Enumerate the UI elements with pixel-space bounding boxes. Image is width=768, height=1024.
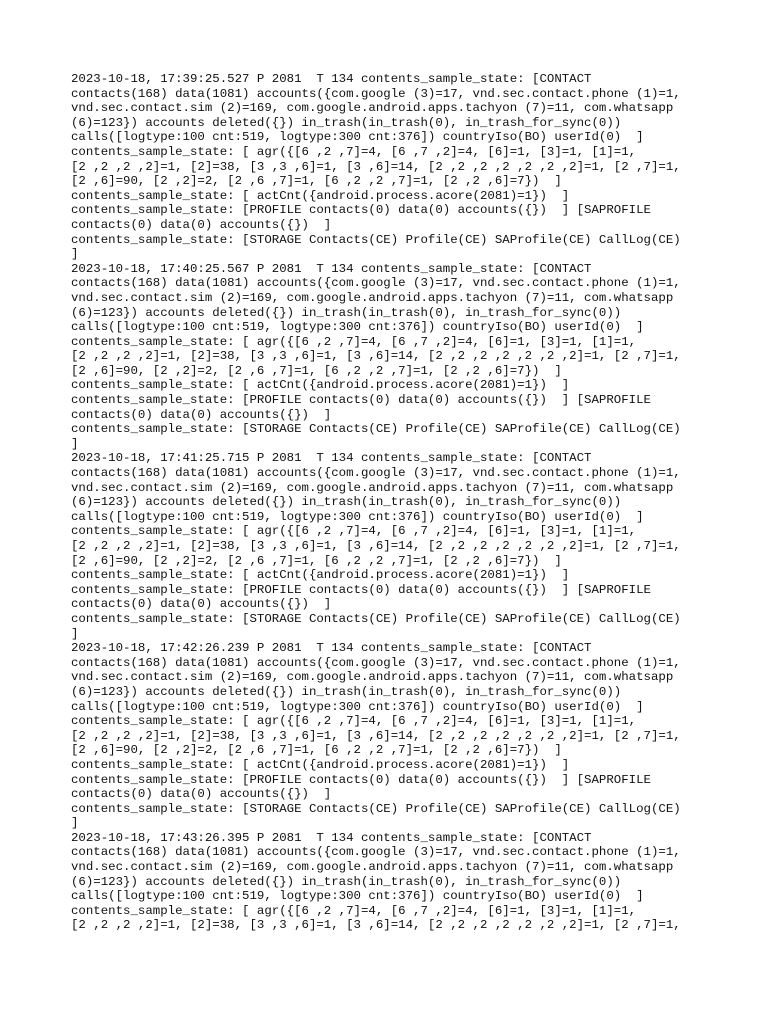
log-line: contents_sample_state: [ agr({[6 ,2 ,7]=4, [6 ,7 ,2]=4, [6]=1, [3]=1, [1]=1, [71, 334, 637, 349]
log-line: contacts(0) data(0) accounts({}) ] [71, 407, 332, 422]
log-line: contacts(168) data(1081) accounts({com.google (3)=17, vnd.sec.contact.phone (1)=1, [71, 655, 681, 670]
log-line: [2 ,2 ,2 ,2]=1, [2]=38, [3 ,3 ,6]=1, [3 ,6]=14, [2 ,2 ,2 ,2 ,2 ,2 ,2]=1, [2 ,7]=1, [71, 918, 681, 933]
log-line: contents_sample_state: [STORAGE Contacts(CE) Profile(CE) SAProfile(CE) CallLog(CE) [71, 611, 681, 626]
log-line: contents_sample_state: [PROFILE contacts(0) data(0) accounts({}) ] [SAPROFILE [71, 772, 651, 787]
log-line: contents_sample_state: [STORAGE Contacts(CE) Profile(CE) SAProfile(CE) CallLog(CE) [71, 801, 681, 816]
log-line: contacts(168) data(1081) accounts({com.google (3)=17, vnd.sec.contact.phone (1)=1, [71, 276, 681, 291]
log-line: ] [71, 816, 79, 831]
log-line: contacts(0) data(0) accounts({}) ] [71, 787, 332, 802]
log-line: vnd.sec.contact.sim (2)=169, com.google.android.apps.tachyon (7)=11, com.whatsapp [71, 670, 674, 685]
log-line: contacts(0) data(0) accounts({}) ] [71, 217, 332, 232]
log-line: vnd.sec.contact.sim (2)=169, com.google.android.apps.tachyon (7)=11, com.whatsapp [71, 290, 674, 305]
log-line: 2023-10-18, 17:41:25.715 P 2081 T 134 contents_sample_state: [CONTACT [71, 451, 592, 466]
log-line: contents_sample_state: [ actCnt({android.process.acore(2081)=1}) ] [71, 378, 570, 393]
log-line: contents_sample_state: [ actCnt({android.process.acore(2081)=1}) ] [71, 188, 570, 203]
log-line: contents_sample_state: [ actCnt({android.process.acore(2081)=1}) ] [71, 757, 570, 772]
log-line: contents_sample_state: [PROFILE contacts(0) data(0) accounts({}) ] [SAPROFILE [71, 203, 651, 218]
log-line: [2 ,2 ,2 ,2]=1, [2]=38, [3 ,3 ,6]=1, [3 ,6]=14, [2 ,2 ,2 ,2 ,2 ,2 ,2]=1, [2 ,7]=1, [71, 728, 681, 743]
log-line: ] [71, 247, 79, 262]
log-line: vnd.sec.contact.sim (2)=169, com.google.android.apps.tachyon (7)=11, com.whatsapp [71, 101, 674, 116]
log-line: [2 ,6]=90, [2 ,2]=2, [2 ,6 ,7]=1, [6 ,2 ,2 ,7]=1, [2 ,2 ,6]=7}) ] [71, 363, 562, 378]
log-line: contents_sample_state: [ agr({[6 ,2 ,7]=4, [6 ,7 ,2]=4, [6]=1, [3]=1, [1]=1, [71, 903, 637, 918]
log-line: calls([logtype:100 cnt:519, logtype:300 cnt:376]) countryIso(BO) userId(0) ] [71, 509, 644, 524]
log-line: contents_sample_state: [ actCnt({android.process.acore(2081)=1}) ] [71, 568, 570, 583]
log-line: [2 ,6]=90, [2 ,2]=2, [2 ,6 ,7]=1, [6 ,2 ,2 ,7]=1, [2 ,2 ,6]=7}) ] [71, 553, 562, 568]
log-line: contacts(168) data(1081) accounts({com.google (3)=17, vnd.sec.contact.phone (1)=1, [71, 86, 681, 101]
log-line: contents_sample_state: [PROFILE contacts(0) data(0) accounts({}) ] [SAPROFILE [71, 582, 651, 597]
log-line: [2 ,2 ,2 ,2]=1, [2]=38, [3 ,3 ,6]=1, [3 ,6]=14, [2 ,2 ,2 ,2 ,2 ,2 ,2]=1, [2 ,7]=1, [71, 539, 681, 553]
log-line: (6)=123}) accounts deleted({}) in_trash(in_trash(0), in_trash_for_sync(0)) [71, 684, 622, 699]
log-line: ] [71, 436, 79, 451]
log-line: contents_sample_state: [STORAGE Contacts(CE) Profile(CE) SAProfile(CE) CallLog(CE) [71, 232, 681, 247]
log-line: contents_sample_state: [ agr({[6 ,2 ,7]=4, [6 ,7 ,2]=4, [6]=1, [3]=1, [1]=1, [71, 714, 637, 729]
log-line: calls([logtype:100 cnt:519, logtype:300 cnt:376]) countryIso(BO) userId(0) ] [71, 699, 644, 714]
log-line: [2 ,6]=90, [2 ,2]=2, [2 ,6 ,7]=1, [6 ,2 ,2 ,7]=1, [2 ,2 ,6]=7}) ] [71, 174, 562, 189]
log-line: calls([logtype:100 cnt:519, logtype:300 cnt:376]) countryIso(BO) userId(0) ] [71, 889, 644, 904]
log-line: (6)=123}) accounts deleted({}) in_trash(in_trash(0), in_trash_for_sync(0)) [71, 495, 622, 510]
log-line: contacts(0) data(0) accounts({}) ] [71, 597, 332, 612]
log-line: 2023-10-18, 17:40:25.567 P 2081 T 134 contents_sample_state: [CONTACT [71, 261, 592, 276]
log-line: contents_sample_state: [ agr({[6 ,2 ,7]=4, [6 ,7 ,2]=4, [6]=1, [3]=1, [1]=1, [71, 144, 637, 159]
log-line: (6)=123}) accounts deleted({}) in_trash(in_trash(0), in_trash_for_sync(0)) [71, 874, 622, 889]
log-line: contacts(168) data(1081) accounts({com.google (3)=17, vnd.sec.contact.phone (1)=1, [71, 845, 681, 860]
log-line: contents_sample_state: [STORAGE Contacts(CE) Profile(CE) SAProfile(CE) CallLog(CE) [71, 422, 681, 437]
log-line: 2023-10-18, 17:42:26.239 P 2081 T 134 contents_sample_state: [CONTACT [71, 641, 592, 656]
log-line: contents_sample_state: [ agr({[6 ,2 ,7]=4, [6 ,7 ,2]=4, [6]=1, [3]=1, [1]=1, [71, 524, 637, 539]
log-line: [2 ,2 ,2 ,2]=1, [2]=38, [3 ,3 ,6]=1, [3 ,6]=14, [2 ,2 ,2 ,2 ,2 ,2 ,2]=1, [2 ,7]=1, [71, 349, 681, 364]
log-line: vnd.sec.contact.sim (2)=169, com.google.android.apps.tachyon (7)=11, com.whatsapp [71, 480, 674, 495]
log-line: calls([logtype:100 cnt:519, logtype:300 cnt:376]) countryIso(BO) userId(0) ] [71, 320, 644, 335]
log-line: (6)=123}) accounts deleted({}) in_trash(in_trash(0), in_trash_for_sync(0)) [71, 305, 622, 320]
log-document [71, 72, 761, 933]
log-line: calls([logtype:100 cnt:519, logtype:300 cnt:376]) countryIso(BO) userId(0) ] [71, 130, 644, 145]
log-line: vnd.sec.contact.sim (2)=169, com.google.android.apps.tachyon (7)=11, com.whatsapp [71, 860, 674, 875]
log-line: [2 ,2 ,2 ,2]=1, [2]=38, [3 ,3 ,6]=1, [3 ,6]=14, [2 ,2 ,2 ,2 ,2 ,2 ,2]=1, [2 ,7]=1, [71, 159, 681, 174]
log-line: [2 ,6]=90, [2 ,2]=2, [2 ,6 ,7]=1, [6 ,2 ,2 ,7]=1, [2 ,2 ,6]=7}) ] [71, 743, 562, 758]
log-line: (6)=123}) accounts deleted({}) in_trash(in_trash(0), in_trash_for_sync(0)) [71, 115, 622, 130]
log-line: 2023-10-18, 17:39:25.527 P 2081 T 134 contents_sample_state: [CONTACT [71, 72, 592, 86]
log-line: ] [71, 626, 79, 641]
log-line: 2023-10-18, 17:43:26.395 P 2081 T 134 contents_sample_state: [CONTACT [71, 830, 592, 845]
log-line: contacts(168) data(1081) accounts({com.google (3)=17, vnd.sec.contact.phone (1)=1, [71, 466, 681, 481]
log-line: contents_sample_state: [PROFILE contacts(0) data(0) accounts({}) ] [SAPROFILE [71, 393, 651, 408]
